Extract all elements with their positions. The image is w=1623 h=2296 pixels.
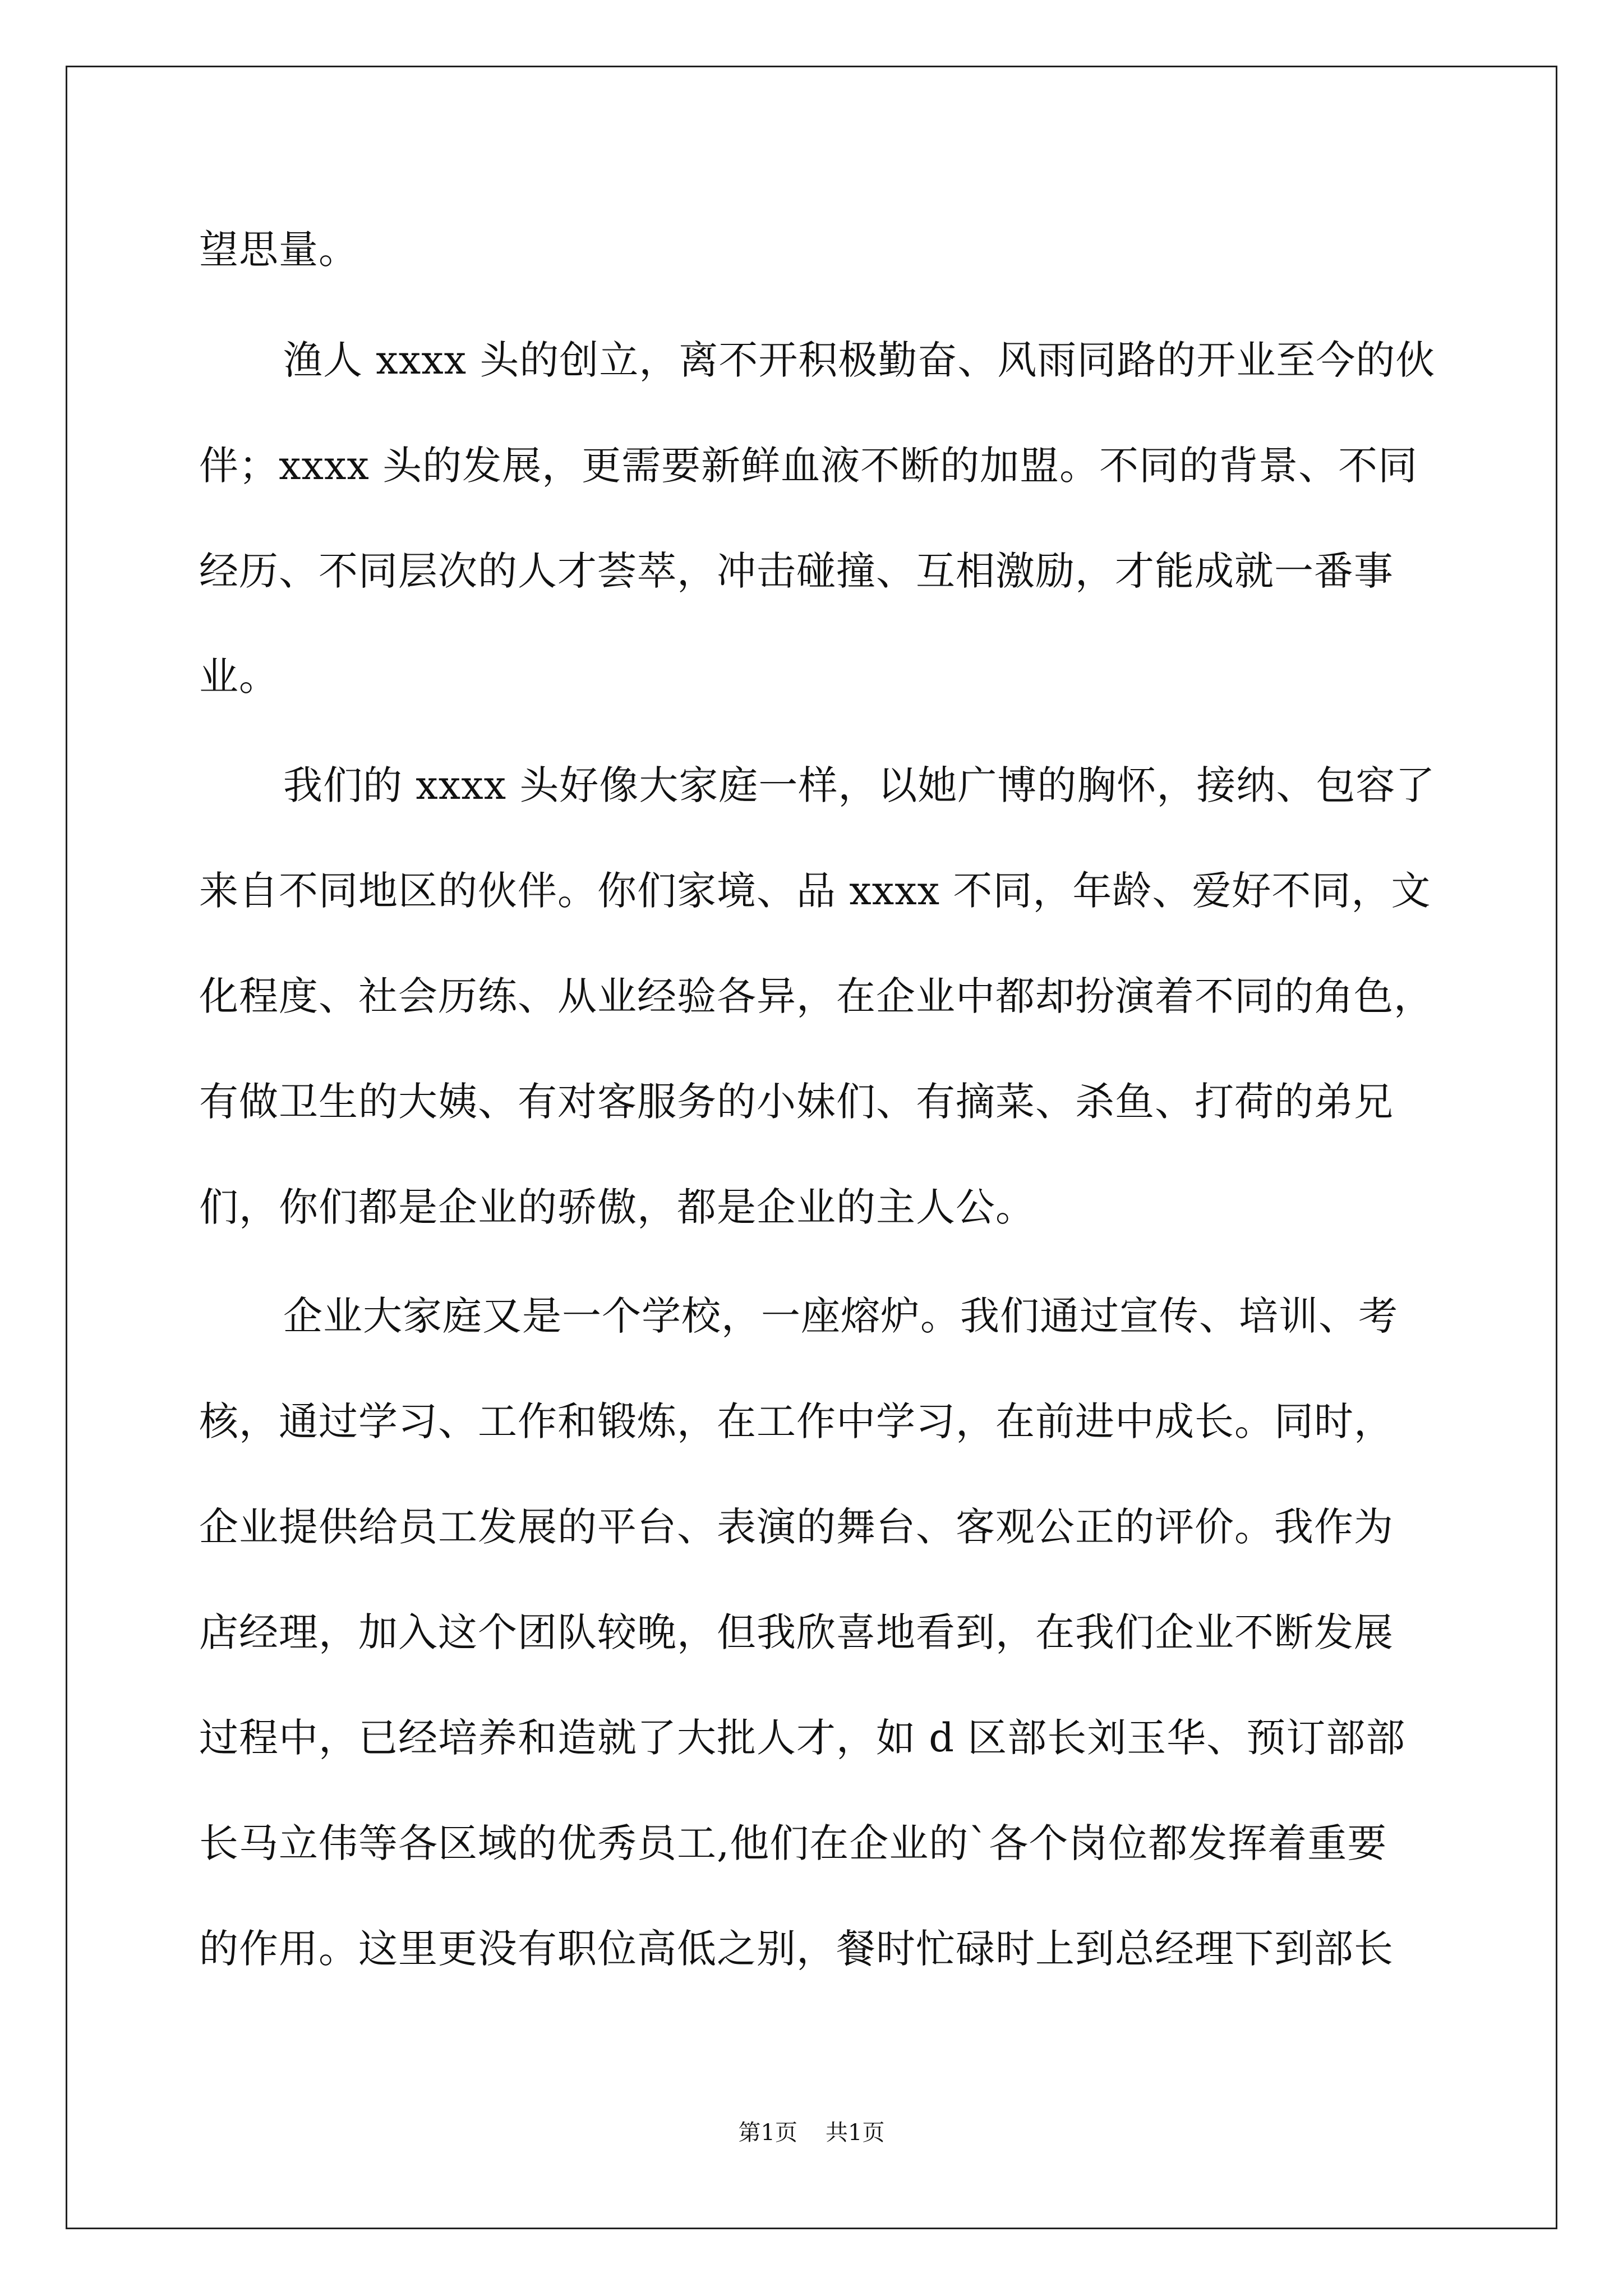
text-line: 企业提供给员工发展的平台、表演的舞台、客观公正的评价。我作为: [199, 1504, 1394, 1550]
text-line: 来自不同地区的伙伴。你们家境、品 xxxx 不同，年龄、爱好不同，文: [199, 868, 1431, 914]
page-total: 共1页: [826, 2120, 885, 2146]
paragraph-first-line: 我们的 xxxx 头好像大家庭一样，以她广博的胸怀，接纳、包容了: [283, 762, 1436, 808]
text-line: 长马立伟等各区域的优秀员工,他们在企业的`各个岗位都发挥着重要: [199, 1820, 1387, 1866]
text-line: 业。: [199, 654, 279, 700]
text-line: 过程中，已经培养和造就了大批人才，如 d 区部长刘玉华、预订部部: [199, 1715, 1406, 1761]
paragraph-first-line: 企业大家庭又是一个学校，一座熔炉。我们通过宣传、培训、考: [283, 1293, 1398, 1339]
text-line: 经历、不同层次的人才荟萃，冲击碰撞、互相激励，才能成就一番事: [199, 548, 1394, 594]
text-line: 核，通过学习、工作和锻炼，在工作中学习，在前进中成长。同时，: [199, 1398, 1394, 1444]
page-border: [66, 66, 1557, 2229]
text-line: 化程度、社会历练、从业经验各异，在企业中都却扮演着不同的角色，: [199, 973, 1433, 1019]
text-line: 望思量。: [199, 227, 358, 273]
text-line: 的作用。这里更没有职位高低之别，餐时忙碌时上到总经理下到部长: [199, 1926, 1394, 1972]
text-line: 伴；xxxx 头的发展，更需要新鲜血液不断的加盟。不同的背景、不同: [199, 443, 1418, 489]
paragraph-first-line: 渔人 xxxx 头的创立，离不开积极勤奋、风雨同路的开业至今的伙: [283, 337, 1436, 383]
page-footer: [0, 2119, 1623, 2147]
text-line: 店经理，加入这个团队较晚，但我欣喜地看到，在我们企业不断发展: [199, 1609, 1394, 1655]
text-line: 有做卫生的大姨、有对客服务的小妹们、有摘菜、杀鱼、打荷的弟兄: [199, 1079, 1394, 1125]
page-number: 第1页: [738, 2120, 797, 2146]
text-line: 们，你们都是企业的骄傲，都是企业的主人公。: [199, 1184, 1035, 1230]
